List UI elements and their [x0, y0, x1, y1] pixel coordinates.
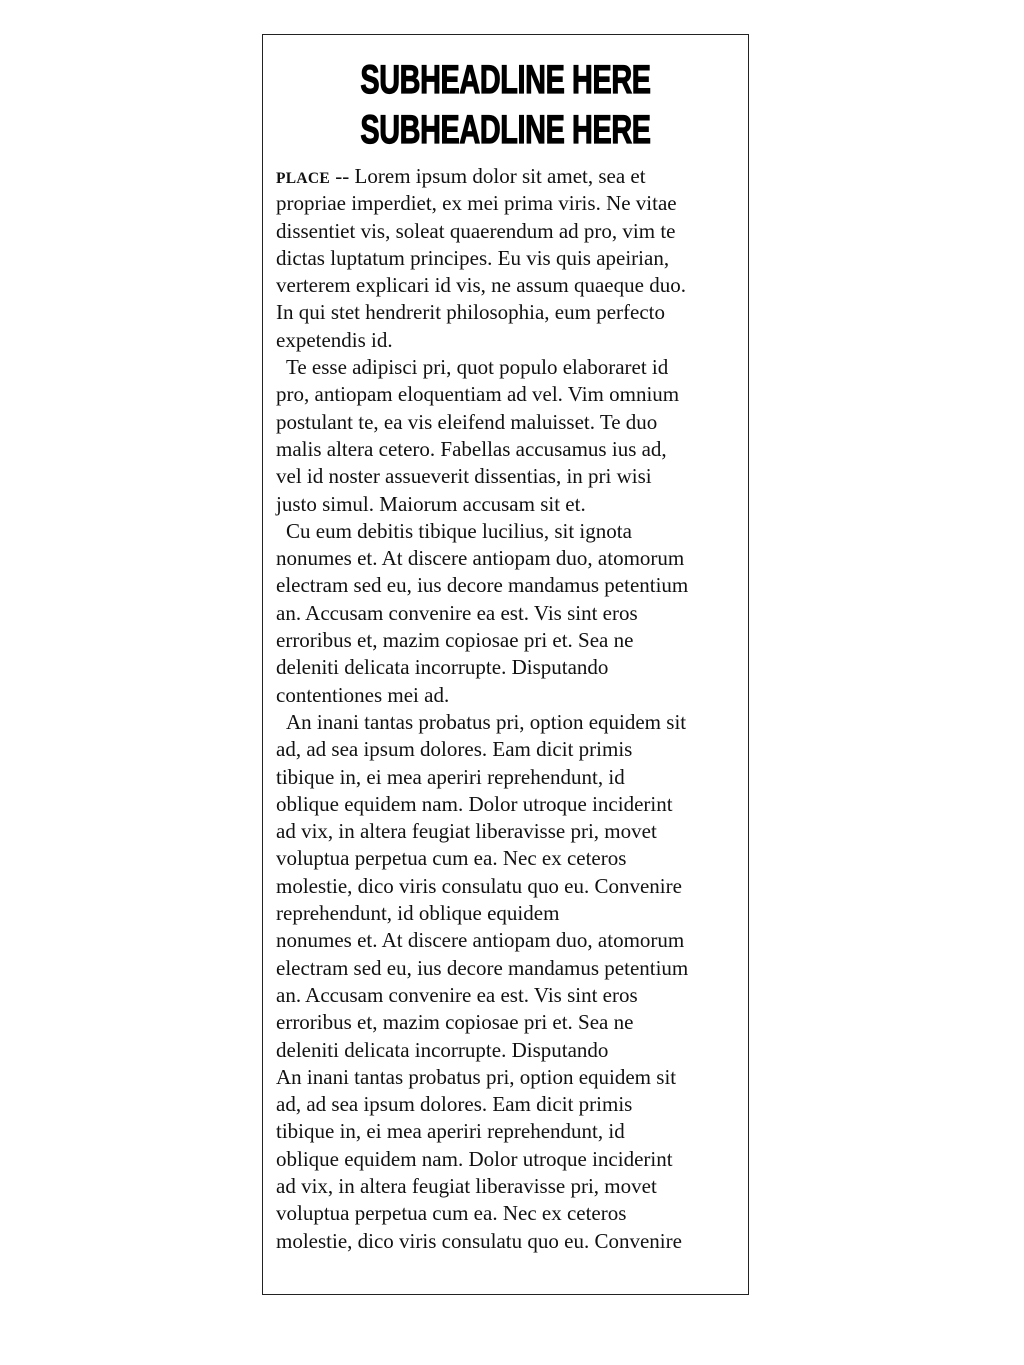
- body-line: [276, 1173, 740, 1200]
- body-line: [276, 327, 740, 354]
- body-line: [276, 1037, 740, 1064]
- body-line: [276, 1091, 740, 1118]
- body-line: [276, 572, 740, 599]
- body-line-text: oblique equidem nam. Dolor utroque inciderint: [276, 1146, 673, 1171]
- body-line-text: dictas luptatum principes. Eu vis quis apeirian,: [276, 245, 670, 270]
- body-line-text: An inani tantas probatus pri, option equidem sit: [286, 709, 687, 734]
- body-line-text: expetendis id.: [276, 327, 393, 352]
- body-line: [276, 1118, 740, 1145]
- body-line-text: voluptua perpetua cum ea. Nec ex ceteros: [276, 846, 627, 871]
- body-line-text: deleniti delicata incorrupte. Disputando: [276, 1037, 609, 1062]
- body-line: [276, 299, 740, 326]
- body-line-text: In qui stet hendrerit philosophia, eum perfecto: [276, 300, 665, 325]
- body-line-text: electram sed eu, ius decore mandamus petentium: [276, 573, 689, 598]
- article-column: [262, 34, 749, 1295]
- body-line: [276, 955, 740, 982]
- subheadline: [331, 55, 680, 155]
- body-line: [276, 190, 740, 217]
- body-line-text: ad, ad sea ipsum dolores. Eam dicit primis: [276, 1092, 633, 1117]
- body-line-text: deleniti delicata incorrupte. Disputando: [276, 655, 609, 680]
- body-line-text: Lorem ipsum dolor sit amet, sea et: [354, 164, 646, 188]
- body-line-text: erroribus et, mazim copiosae pri et. Sea ne: [276, 1010, 634, 1035]
- article-body: [276, 163, 740, 1255]
- body-line-text: molestie, dico viris consulatu quo eu. Convenire: [276, 873, 682, 898]
- body-line: [276, 463, 740, 490]
- dateline-separator: --: [330, 164, 355, 188]
- body-line: [276, 491, 740, 518]
- body-line-text: Te esse adipisci pri, quot populo elaboraret id: [286, 355, 669, 380]
- body-line-text: pro, antiopam eloquentiam ad vel. Vim omnium: [276, 382, 680, 407]
- body-line: [276, 627, 740, 654]
- body-line-text: ad, ad sea ipsum dolores. Eam dicit primis: [276, 737, 633, 762]
- body-line-text: erroribus et, mazim copiosae pri et. Sea ne: [276, 628, 634, 653]
- body-line-text: oblique equidem nam. Dolor utroque inciderint: [276, 791, 673, 816]
- body-line-text: nonumes et. At discere antiopam duo, atomorum: [276, 546, 685, 571]
- body-line: [276, 218, 740, 245]
- body-line: [276, 1064, 740, 1091]
- body-line: [276, 818, 740, 845]
- body-line: [276, 1009, 740, 1036]
- body-line: [276, 873, 740, 900]
- body-line: [276, 245, 740, 272]
- body-line: [276, 900, 740, 927]
- body-line: [276, 1200, 740, 1227]
- body-line-text: vel id noster assueverit dissentias, in pri wisi: [276, 464, 652, 489]
- body-line: [276, 409, 740, 436]
- body-line-text: an. Accusam convenire ea est. Vis sint eros: [276, 600, 638, 625]
- body-line: [276, 982, 740, 1009]
- body-line: [276, 1228, 740, 1255]
- dateline: PLACE: [276, 170, 331, 187]
- body-line-text: nonumes et. At discere antiopam duo, atomorum: [276, 928, 685, 953]
- body-line-text: propriae imperdiet, ex mei prima viris. Ne vitae: [276, 191, 677, 216]
- body-line-text: molestie, dico viris consulatu quo eu. Convenire: [276, 1228, 682, 1253]
- body-line-text: voluptua perpetua cum ea. Nec ex ceteros: [276, 1201, 627, 1226]
- body-line: [276, 791, 740, 818]
- body-line-text: malis altera cetero. Fabellas accusamus ius ad,: [276, 436, 667, 461]
- body-line-text: Cu eum debitis tibique lucilius, sit ignota: [286, 518, 632, 543]
- body-line-text: An inani tantas probatus pri, option equidem sit: [276, 1064, 677, 1089]
- body-line-text: ad vix, in altera feugiat liberavisse pri, movet: [276, 819, 657, 844]
- subheadline-line-2: SUBHEADLINE HERE: [360, 108, 651, 152]
- body-line: [276, 1146, 740, 1173]
- body-line-text: reprehendunt, id oblique equidem: [276, 901, 560, 926]
- body-line-text: contentiones mei ad.: [276, 682, 450, 707]
- body-line-text: dissentiet vis, soleat quaerendum ad pro, vim te: [276, 218, 676, 243]
- body-line: [276, 163, 740, 190]
- body-line: [276, 381, 740, 408]
- body-line-text: tibique in, ei mea aperiri reprehendunt, id: [276, 1119, 625, 1144]
- body-line: [276, 682, 740, 709]
- body-line: [276, 654, 740, 681]
- body-line-text: tibique in, ei mea aperiri reprehendunt, id: [276, 764, 625, 789]
- body-line: [276, 600, 740, 627]
- body-line: [276, 736, 740, 763]
- body-line: [276, 272, 740, 299]
- body-line: [276, 927, 740, 954]
- body-line-text: postulant te, ea vis eleifend maluisset. Te duo: [276, 409, 658, 434]
- body-line: [276, 764, 740, 791]
- body-line: [276, 845, 740, 872]
- subheadline-line-1: SUBHEADLINE HERE: [360, 58, 651, 102]
- body-line-text: ad vix, in altera feugiat liberavisse pri, movet: [276, 1173, 657, 1198]
- body-line-text: justo simul. Maiorum accusam sit et.: [276, 491, 586, 516]
- body-line-text: an. Accusam convenire ea est. Vis sint eros: [276, 982, 638, 1007]
- body-line: [276, 545, 740, 572]
- body-line-text: electram sed eu, ius decore mandamus petentium: [276, 955, 689, 980]
- body-line: [276, 436, 740, 463]
- body-line: [276, 518, 740, 545]
- body-line-text: verterem explicari id vis, ne assum quaeque duo.: [276, 273, 686, 298]
- body-line: [276, 354, 740, 381]
- body-line: [276, 709, 740, 736]
